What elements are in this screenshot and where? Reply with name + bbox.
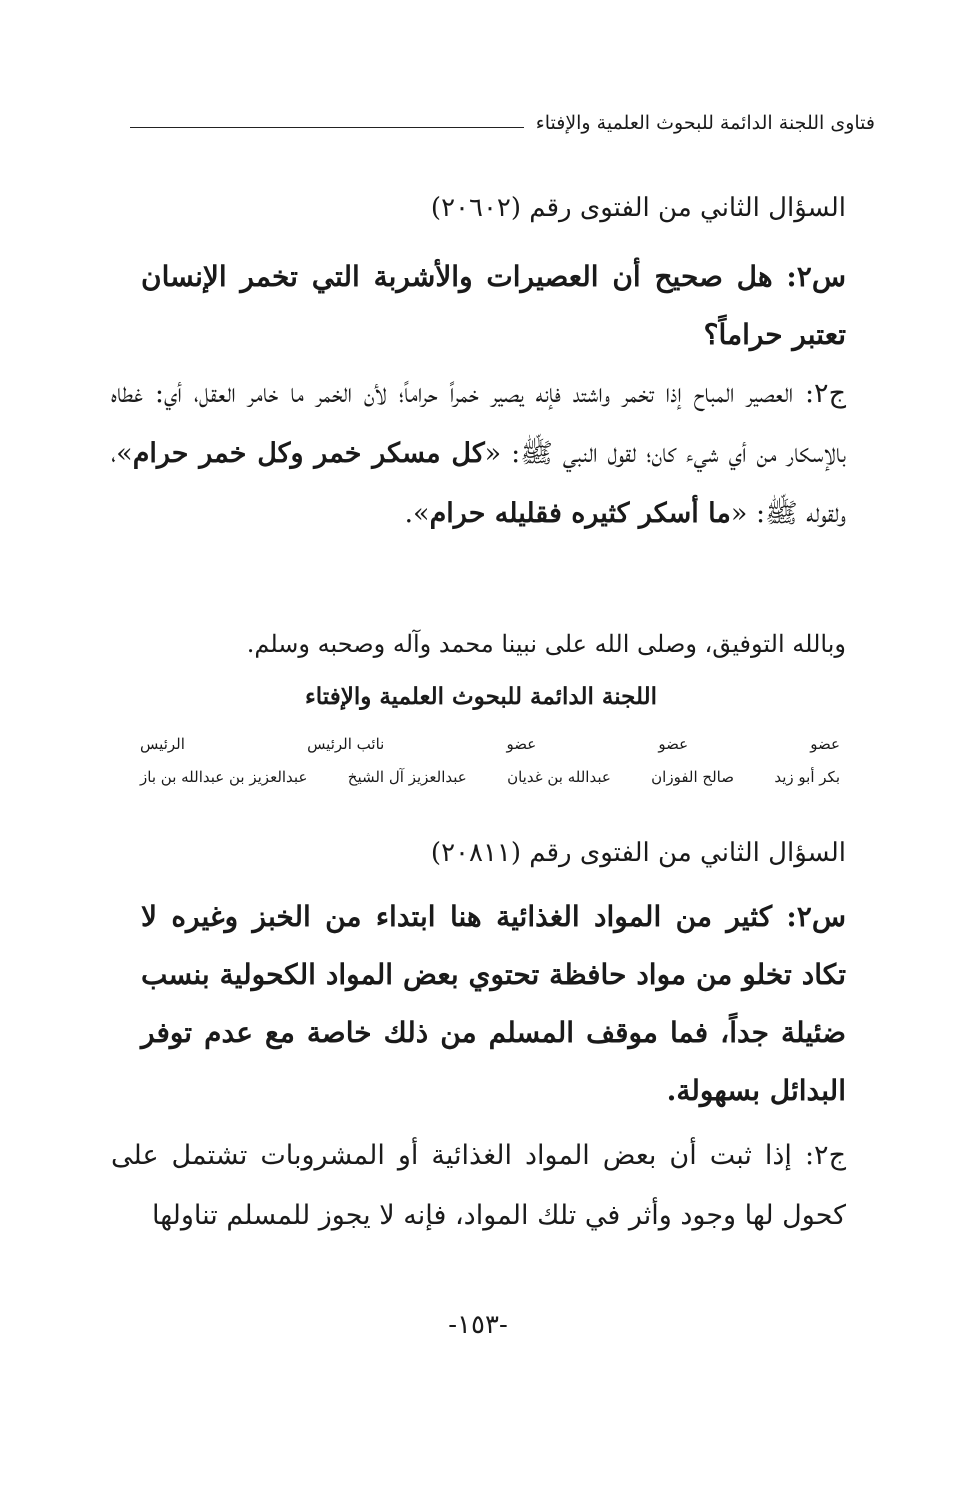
answer-end: ».: [404, 498, 430, 529]
fatwa2-title: السؤال الثاني من الفتوى رقم (٢٠٨١١): [430, 838, 846, 868]
member-1: بكر أبو زيد: [774, 768, 840, 786]
role-3: عضو: [506, 735, 537, 753]
running-header: [130, 112, 875, 134]
role-5: الرئيس: [140, 735, 185, 753]
role-1: عضو: [810, 735, 840, 753]
committee-name: اللجنة الدائمة للبحوث العلمية والإفتاء: [304, 683, 658, 710]
answer-intro: ج٢: العصير المباح إذا تخمر واشتد فإنه يصير خمراً حراماً؛ لأن الخمر ما خامر العقل، أي: غطاه بالإسكار من أي شيء كان؛ لقول النبي ﷺ: «: [111, 378, 846, 469]
member-2: صالح الفوزان: [651, 768, 734, 786]
fatwa1-closing: وبالله التوفيق، وصلى الله على نبينا محمد وآله وصحبه وسلم.: [246, 630, 846, 658]
fatwa2-question: س٢: كثير من المواد الغذائية هنا ابتداء من الخبز وغيره لا تكاد تخلو من مواد حافظة تحتوي بعض المواد الكحولية بنسب ضئيلة جداً، فما موقف المسلم من ذلك خاصة مع عدم توفر البدائل بسهولة.: [141, 900, 846, 1107]
role-2: عضو: [658, 735, 689, 753]
fatwa1-answer: [111, 364, 846, 544]
fatwa2-answer: ج٢: إذا ثبت أن بعض المواد الغذائية أو المشروبات تشتمل على كحول لها وجود وأثر في تلك المواد، فإنه لا يجوز للمسلم تناولها: [111, 1140, 846, 1231]
member-5: عبدالعزيز بن عبدالله بن باز: [140, 768, 308, 786]
role-4: نائب الرئيس: [307, 735, 385, 753]
fatwa1-question: س٢: هل صحيح أن العصيرات والأشربة التي تخمر الإنسان تعتبر حراماً؟: [141, 260, 846, 351]
header-title: فتاوى اللجنة الدائمة للبحوث العلمية والإفتاء: [535, 112, 875, 134]
page-number: -١٥٣-: [448, 1310, 508, 1340]
answer-mid: »، ولقوله ﷺ: «: [111, 438, 846, 529]
fatwa1-title: السؤال الثاني من الفتوى رقم (٢٠٦٠٢): [430, 193, 846, 223]
hadith-quote-1: كل مسكر خمر وكل خمر حرام: [132, 438, 485, 469]
signature-names: [140, 768, 840, 786]
header-rule: [130, 127, 524, 128]
member-4: عبدالعزيز آل الشيخ: [347, 768, 467, 786]
signature-roles: [140, 735, 840, 753]
member-3: عبدالله بن غديان: [507, 768, 611, 786]
hadith-quote-2: ما أسكر كثيره فقليله حرام: [429, 498, 731, 529]
